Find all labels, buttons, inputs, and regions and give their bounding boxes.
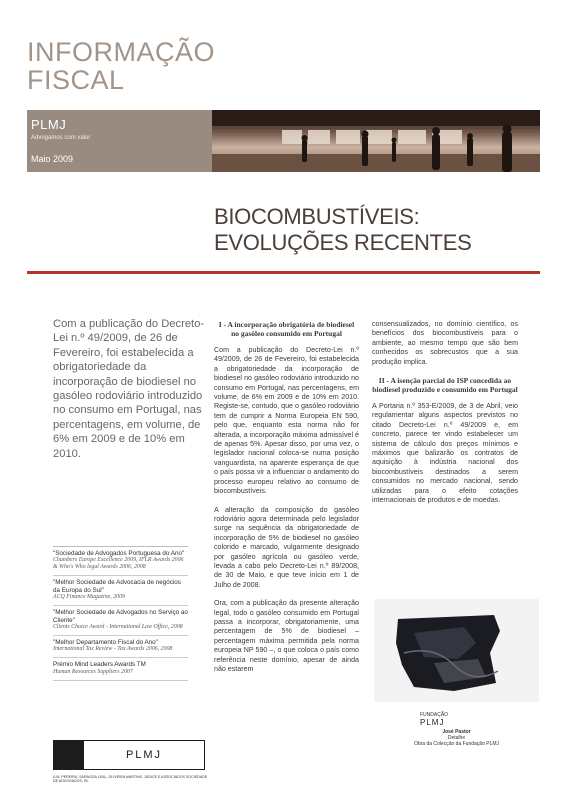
section-1-paragraph-2: A alteração da composição do gasóleo rodoviário agora determinada pelo legislador surge na sequência da obrigatoriedade de incorporação de 5% de biodiesel no gasóleo colorido e marcado, vulgarmente designado por gasóleo agrícola ou gasóleo verde, levada a cabo pelo Decreto-Lei n.º 89/2008, de 30 de Maio, e que teve início em 1 de Julho de 2008. [214,505,359,589]
title-divider [27,271,540,274]
artwork-artist: José Pastor [442,729,471,735]
award-title: Prémio Mind Leaders Awards TM [53,661,146,669]
issue-date: Maio 2009 [31,154,74,164]
award-item [53,658,188,680]
intro-summary: Com a publicação do Decreto-Lei n.º 49/2009, de 26 de Fevereiro, foi estabelecida a obrigatoriedade da incorporação de biodiesel no gasóleo rodoviário introduzido no consumo em Portugal, nas percentagens, em volume, de 6% em 2009 e de 10% em 2010. [53,318,205,460]
article-column-1 [214,320,359,683]
section-1-title: I - A incorporação obrigatória de biodiesel no gasóleo consumido em Portugal [218,320,355,338]
brand-tagline: Advogamos com valor [31,135,91,141]
logo-block [53,740,83,770]
award-item [53,606,188,636]
article-title-line1: BIOCOMBUSTÍVEIS: [214,204,420,229]
section-1-paragraph-3: Ora, com a publicação da presente alteração legal, todo o gasóleo consumido em Portugal passa a incorporar, obrigatoriamente, uma percentagem de 5% de biodiesel – percentagem máxima permitida pela norma europeia NP 590 –, o que coloca o país como referência neste domínio, apesar de ainda não estarem [214,599,359,673]
foundation-logo-small: FUNDAÇÃO [420,712,449,718]
awards-list [53,546,188,681]
article-column-2 [372,320,518,515]
award-item [53,576,188,606]
footer-legal-text: A.M. PEREIRA, SÁRAGGA LEAL, OLIVEIRA MARTINS, JÚDICE E ASSOCIADOS SOCIEDADE DE ADVOGADOS, RL [53,775,208,784]
article-title [214,204,471,256]
footer-logo [53,740,205,770]
award-title: "Sociedade de Advogados Portuguesa do Ano" [53,550,185,557]
award-title: "Melhor Sociedade de Advocacia de negócios da Europa do Sul" [53,579,181,594]
award-source: ACQ Finance Magazine, 2009 [53,594,125,601]
artwork-collection: Obra da Colecção da Fundação PLMJ [413,741,500,747]
publication-title-line1: INFORMAÇÃO [27,37,216,67]
award-source: Clients Choice Award - International Law Office, 2008 [53,624,183,631]
artwork-caption [374,729,539,747]
brand-box [27,110,212,172]
article-title-line2: EVOLUÇÕES RECENTES [214,230,472,255]
award-source: Human Resources Suppliers 2007 [53,668,133,675]
section-2-paragraph-1: A Portaria n.º 353-E/2009, de 3 de Abril, veio regulamentar alguns aspectos previstos no citado Decreto-Lei n.º 49/2009 e, em concreto, parece ter vindo estabelecer um sistema de cálculo dos preços mínimos e máximos que balizarão os contratos de aquisição à indústria nacional dos biocombustíveis destinados a serem consumidos no mercado nacional, sendo utilizadas para o efeito cotações internacionais de produtos e de moedas. [372,402,518,505]
award-title: "Melhor Sociedade de Advogados no Serviço ao Cliente" [53,609,188,624]
award-item [53,636,188,658]
publication-title-line2: FISCAL [27,65,125,95]
section-1-paragraph-1: Com a publicação do Decreto-Lei n.º 49/2009, de 26 de Fevereiro, foi estabelecida a obrigatoriedade da incorporação de biodiesel no gasóleo rodoviário introduzido no consumo em Portugal, nas percentagens, em volume, de 6% em 2009 e de 10% em 2010. Registe-se, contudo, que o gasóleo rodoviário tem de cumprir a Norma Europeia EN 590, pelo que, enquanto esta norma não for alterada, a incorporação máxima admissível é de apenas 5%. Apesar disso, por uma vez, o legislador nacional coloca-se numa posição vanguardista, na aparente esperança de que o país possa vir a influenciar o andamento do processo europeu relativo ao consumo de biocombustíveis. [214,346,359,496]
foundation-logo [420,712,448,727]
logo-text: PLMJ [83,740,205,770]
banner-photo [212,110,540,172]
artwork-image [374,599,539,702]
award-item [53,547,188,576]
section-2-title: II - A isenção parcial do ISP concedida ao biodiesel produzido e consumido em Portugal [372,376,518,395]
section-1-continuation: consensualizados, no domínio científico, os benefícios dos biocombustíveis para o ambiente, ao mesmo tempo que são bem conhecidos os sobrecustos que a sua produção implica. [372,320,518,366]
header-banner [27,110,540,172]
publication-title [27,38,215,94]
award-source: International Tax Review - Tax Awards 2006, 2008 [53,646,173,653]
award-source: Chambers Europe Excellence 2009, IFLR Awards 2006 & Who's Who legal Awards 2006, 2008 [53,557,184,571]
brand-name: PLMJ [31,117,67,132]
award-title: "Melhor Departamento Fiscal do Ano" [53,639,158,647]
artwork-piece: Detalhe [447,735,466,741]
foundation-logo-main: PLMJ [420,718,445,727]
